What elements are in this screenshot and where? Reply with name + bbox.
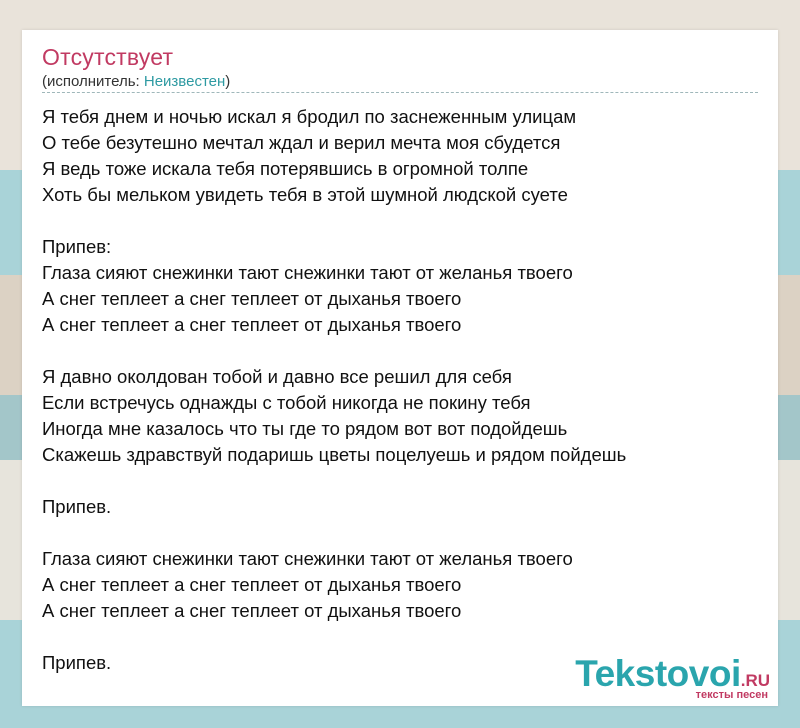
- lyrics-line: [42, 208, 762, 234]
- lyrics-line: Хоть бы мельком увидеть тебя в этой шумной людской суете: [42, 184, 568, 205]
- lyrics-line: А снег теплеет а снег теплеет от дыханья твоего: [42, 288, 462, 309]
- lyrics-line: Если встречусь однажды с тобой никогда не покину тебя: [42, 392, 531, 413]
- lyrics-line: А снег теплеет а снег теплеет от дыханья твоего: [42, 574, 462, 595]
- lyrics-line: [42, 624, 762, 650]
- artist-link[interactable]: Неизвестен: [143, 73, 226, 90]
- lyrics-line: Я ведь тоже искала тебя потерявшись в огромной толпе: [42, 158, 529, 179]
- song-title: Отсутствует: [42, 44, 174, 70]
- lyrics-line: Скажешь здравствуй подаришь цветы поцелуешь и рядом пойдешь: [42, 444, 627, 465]
- lyrics-line: Глаза сияют снежинки тают снежинки тают от желанья твоего: [42, 548, 573, 569]
- lyrics-line: [42, 338, 762, 364]
- lyrics-line: [42, 468, 762, 494]
- lyrics-line: Припев:: [42, 236, 112, 257]
- lyrics-line: Глаза сияют снежинки тают снежинки тают от желанья твоего: [42, 262, 573, 283]
- lyrics-text: [42, 104, 762, 676]
- artist-prefix: (исполнитель:: [42, 73, 144, 90]
- lyrics-line: Припев.: [42, 652, 112, 673]
- lyrics-line: Припев.: [42, 496, 112, 517]
- lyrics-line: Иногда мне казалось что ты где то рядом вот вот подойдешь: [42, 418, 568, 439]
- lyrics-line: Я тебя днем и ночью искал я бродил по заснеженным улицам: [42, 106, 577, 127]
- site-logo[interactable]: [575, 655, 770, 701]
- divider: [42, 92, 758, 93]
- lyrics-card: [22, 30, 778, 706]
- lyrics-line: О тебе безутешно мечтал ждал и верил мечта моя сбудется: [42, 132, 561, 153]
- logo-tld: .RU: [740, 671, 770, 690]
- lyrics-line: Я давно околдован тобой и давно все решил для себя: [42, 366, 512, 387]
- artist-line: [42, 73, 230, 90]
- artist-suffix: ): [225, 73, 231, 90]
- logo-name: Tekstovoi: [575, 653, 741, 694]
- lyrics-line: [42, 520, 762, 546]
- lyrics-line: А снег теплеет а снег теплеет от дыханья твоего: [42, 314, 462, 335]
- lyrics-line: А снег теплеет а снег теплеет от дыханья твоего: [42, 600, 462, 621]
- logo-tagline: тексты песен: [695, 689, 768, 701]
